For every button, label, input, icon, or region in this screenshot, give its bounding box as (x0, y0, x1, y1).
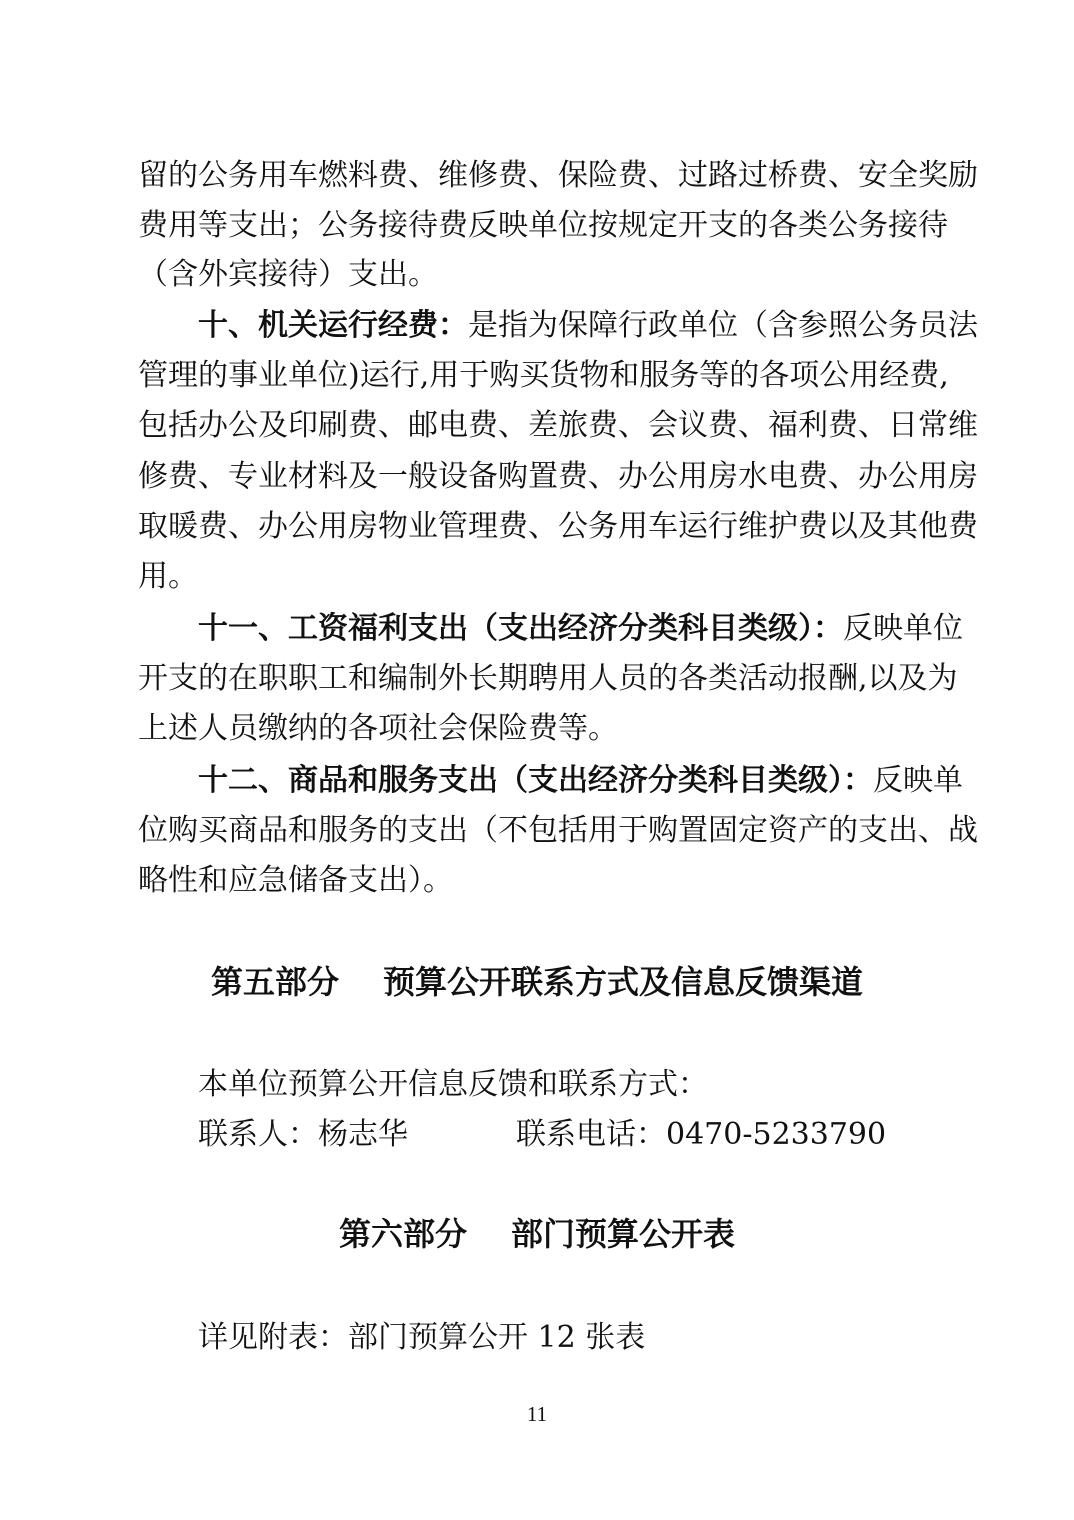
text-line: 包括办公及印刷费、邮电费、差旅费、会议费、福利费、日常维 (138, 408, 978, 443)
text-line: 上述人员缴纳的各项社会保险费等。 (138, 711, 618, 746)
item-10-first-line (198, 306, 978, 346)
text-line: 用。 (138, 559, 198, 594)
text-line: 取暖费、办公用房物业管理费、公务用车运行维护费以及其他费 (138, 509, 978, 544)
text-line: 开支的在职职工和编制外长期聘用人员的各类活动报酬,以及为 (138, 661, 958, 696)
item-12-first-line (198, 761, 963, 801)
contact-intro: 本单位预算公开信息反馈和联系方式： (198, 1067, 708, 1102)
item-11-text: 反映单位 (843, 611, 963, 646)
item-12-text: 反映单 (873, 763, 963, 798)
part-6-heading (0, 1212, 1074, 1256)
attachment-note: 详见附表：部门预算公开 12 张表 (198, 1320, 646, 1355)
contact-line (198, 1115, 998, 1155)
contact-phone: 联系电话：0470-5233790 (516, 1117, 887, 1152)
part-5-heading-left: 第五部分 (210, 963, 339, 1001)
page-number: 11 (526, 1402, 548, 1426)
text-line: 管理的事业单位)运行,用于购买货物和服务等的各项公用经费, (138, 358, 949, 393)
part-6-heading-left: 第六部分 (338, 1215, 467, 1253)
text-line: 位购买商品和服务的支出（不包括用于购置固定资产的支出、战 (138, 813, 978, 848)
item-11-first-line (198, 609, 963, 649)
part-6-heading-right: 部门预算公开表 (511, 1215, 736, 1253)
item-11-term: 十一、工资福利支出（支出经济分类科目类级）： (198, 611, 843, 646)
item-10-term: 十、机关运行经费： (198, 308, 468, 343)
item-12-term: 十二、商品和服务支出（支出经济分类科目类级）： (198, 763, 873, 798)
part-5-heading (0, 960, 1074, 1004)
text-line: 费用等支出；公务接待费反映单位按规定开支的各类公务接待 (138, 208, 948, 243)
item-10-text: 是指为保障行政单位（含参照公务员法 (468, 308, 978, 343)
contact-person: 联系人：杨志华 (198, 1117, 408, 1152)
text-line: 留的公务用车燃料费、维修费、保险费、过路过桥费、安全奖励 (138, 158, 978, 193)
text-line: 略性和应急储备支出）。 (138, 863, 453, 898)
text-line: 修费、专业材料及一般设备购置费、办公用房水电费、办公用房 (138, 459, 978, 494)
part-5-heading-right: 预算公开联系方式及信息反馈渠道 (383, 963, 864, 1001)
text-line: （含外宾接待）支出。 (138, 257, 438, 292)
